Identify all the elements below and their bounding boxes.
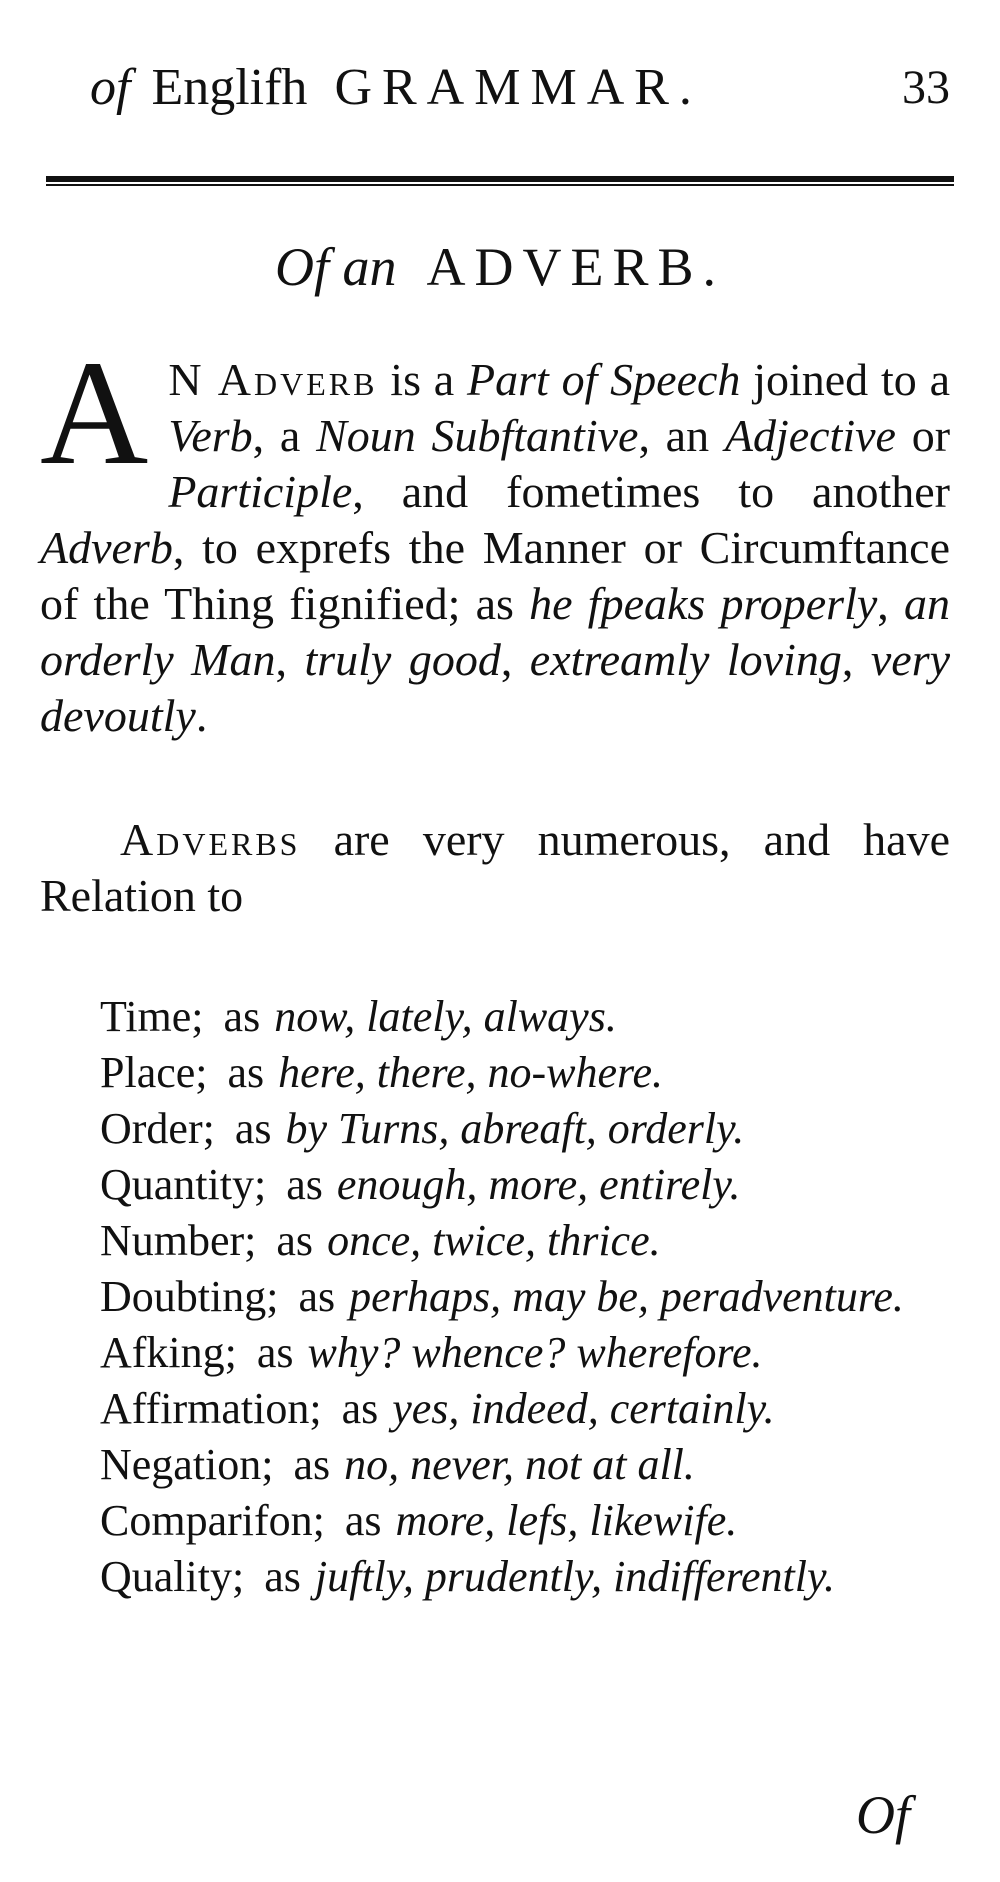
relation-term: Order; (100, 1104, 215, 1153)
relations-intro-paragraph (40, 812, 950, 924)
relation-examples: juftly, prudently, indifferently. (314, 1552, 836, 1601)
text-segment: , and fometimes to another (352, 466, 950, 517)
section-title-adverb: ADVERB. (426, 237, 725, 297)
text-segment: is a (377, 354, 467, 405)
italic-example: truly good (304, 634, 501, 685)
text-segment: , a (252, 410, 317, 461)
relation-term: Quality; (100, 1552, 245, 1601)
relation-item (100, 1270, 960, 1324)
first-word: N Adverb (168, 354, 378, 405)
italic-example: very devoutly (40, 634, 951, 741)
italic-term: Part of Speech (466, 354, 741, 405)
drop-cap: A (40, 330, 149, 496)
italic-term: Noun Subftantive (316, 410, 639, 461)
text-segment: , an (638, 410, 725, 461)
relation-as: as (223, 992, 261, 1041)
relation-examples: here, there, no-where. (278, 1048, 664, 1097)
intro-small-caps: Adverbs (120, 814, 301, 865)
section-title (0, 232, 1000, 302)
italic-example: he fpeaks properly (529, 578, 878, 629)
text-segment: , to exprefs the Manner or Circumftance of the Thing fignified; as (40, 522, 950, 629)
relation-examples: why? whence? wherefore. (307, 1328, 763, 1377)
relation-item (100, 1382, 960, 1436)
intro-text: are very numerous, and have Relation to (40, 814, 950, 921)
relation-examples: more, lefs, likewife. (395, 1496, 738, 1545)
relation-item (100, 1214, 960, 1268)
text-segment: , (877, 578, 904, 629)
catchword: Of (856, 1785, 910, 1845)
running-head-grammar: GRAMMAR. (334, 59, 702, 116)
relation-as: as (293, 1440, 331, 1489)
relation-examples: now, lately, always. (274, 992, 617, 1041)
italic-term: Adjective (724, 410, 896, 461)
italic-term: Verb (168, 410, 253, 461)
relation-term: Time; (100, 992, 204, 1041)
relation-examples: by Turns, abreaft, orderly. (285, 1104, 745, 1153)
relation-as: as (227, 1048, 265, 1097)
relation-as: as (298, 1272, 336, 1321)
relation-as: as (341, 1384, 379, 1433)
relation-item (100, 1102, 960, 1156)
italic-term: Adverb (40, 522, 173, 573)
relation-item (100, 1438, 960, 1492)
text-segment: joined to a (740, 354, 950, 405)
italic-term: Participle (168, 466, 353, 517)
relation-item (100, 1046, 960, 1100)
relation-as: as (234, 1104, 272, 1153)
relations-list (100, 990, 960, 1606)
italic-example: extreamly loving (529, 634, 842, 685)
relation-term: Doubting; (100, 1272, 279, 1321)
relation-term: Afking; (100, 1328, 237, 1377)
italic-example: an orderly Man (40, 578, 950, 685)
relation-term: Number; (100, 1216, 257, 1265)
relation-item (100, 1158, 960, 1212)
relation-item (100, 1326, 960, 1380)
text-segment: or (895, 410, 951, 461)
text-segment: , (500, 634, 530, 685)
relation-term: Negation; (100, 1440, 274, 1489)
relation-examples: once, twice, thrice. (327, 1216, 661, 1265)
relation-examples: no, never, not at all. (344, 1440, 695, 1489)
definition-paragraph (40, 330, 951, 744)
page-number: 33 (902, 61, 950, 114)
text-segment: , (275, 634, 305, 685)
text-segment: . (195, 690, 208, 741)
relation-as: as (286, 1160, 323, 1209)
relation-as: as (276, 1216, 314, 1265)
relation-examples: perhaps, may be, peradventure. (349, 1272, 904, 1321)
running-head-of: of (90, 59, 131, 116)
relation-item (100, 1550, 960, 1604)
relation-as: as (264, 1552, 301, 1601)
relation-term: Quantity; (100, 1160, 267, 1209)
relation-item (100, 990, 960, 1044)
running-head-english: Englifh (151, 59, 308, 116)
relation-examples: enough, more, entirely. (336, 1160, 741, 1209)
relation-term: Place; (100, 1048, 208, 1097)
relation-as: as (256, 1328, 294, 1377)
running-head (90, 48, 950, 128)
relation-as: as (344, 1496, 382, 1545)
relation-term: Affirmation; (100, 1384, 322, 1433)
text-segment: , (841, 634, 871, 685)
relation-term: Comparifon; (100, 1496, 325, 1545)
relation-item (100, 1494, 960, 1548)
relation-examples: yes, indeed, certainly. (392, 1384, 775, 1433)
section-title-of-an: Of an (274, 237, 397, 297)
header-rule (46, 176, 954, 186)
